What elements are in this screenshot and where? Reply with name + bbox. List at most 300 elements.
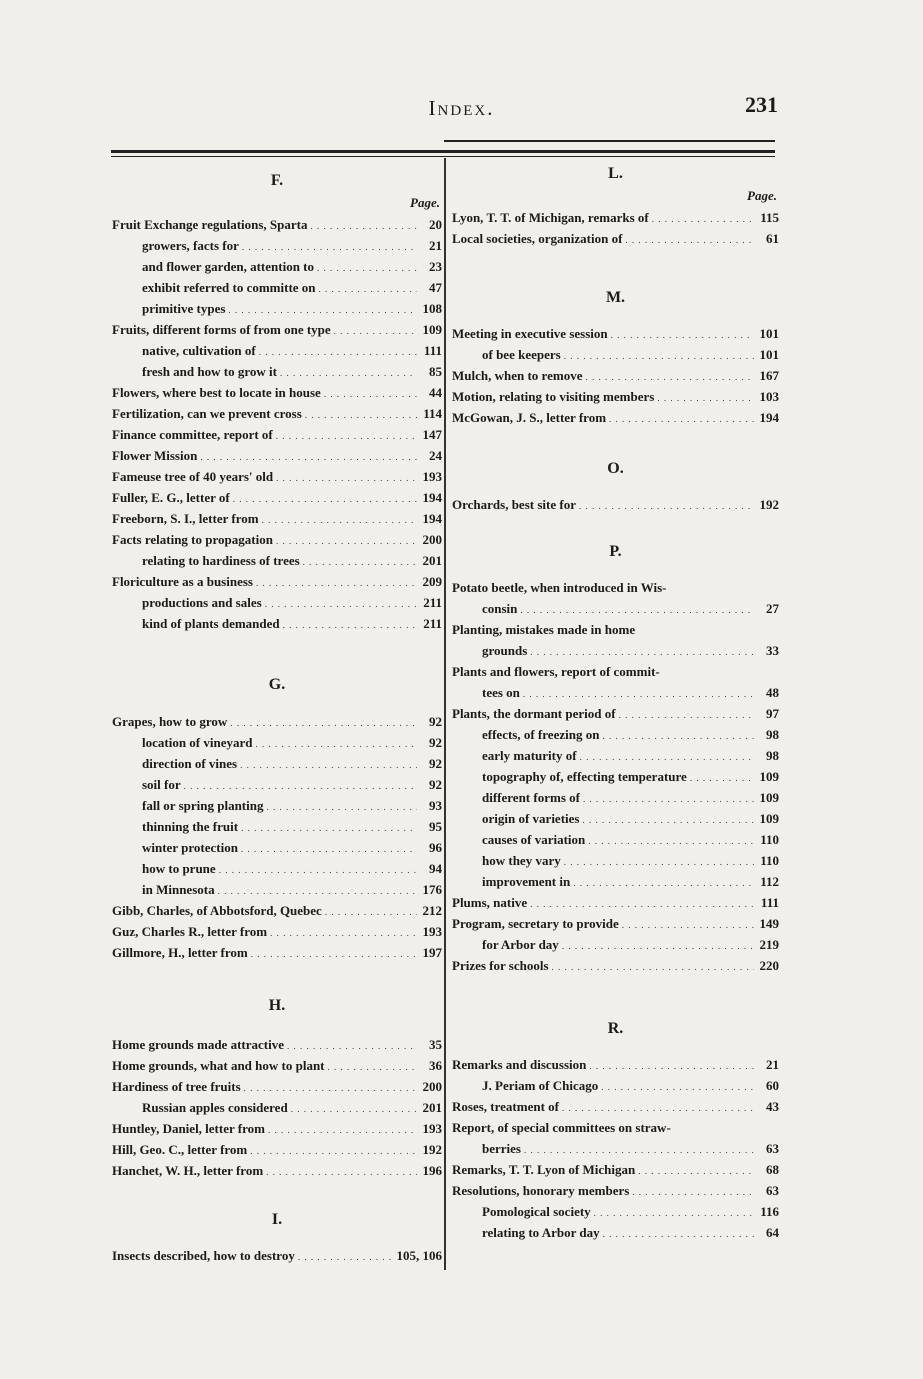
entry-topic: Freeborn, S. I., letter from xyxy=(112,511,259,526)
entry-page-ref: 193 xyxy=(422,1121,442,1136)
entry-topic: causes of variation xyxy=(482,832,586,847)
index-entry xyxy=(112,256,442,277)
header-rule-thin xyxy=(111,156,775,157)
dot-leader xyxy=(609,407,754,430)
section-r xyxy=(452,1018,779,1243)
entry-topic: improvement in xyxy=(482,874,571,889)
entries xyxy=(112,1245,442,1266)
entry-page-ref: 111 xyxy=(423,343,442,358)
entry-page-ref: 85 xyxy=(429,364,442,379)
entry-page-ref: 197 xyxy=(422,945,442,960)
dot-leader xyxy=(241,816,417,839)
entry-topic: Floriculture as a business xyxy=(112,574,253,589)
dot-leader xyxy=(230,711,417,734)
dot-leader xyxy=(579,494,754,517)
entry-topic: in Minnesota xyxy=(142,882,215,897)
index-column-right xyxy=(452,163,779,1243)
index-entry xyxy=(452,228,779,249)
dot-leader xyxy=(582,808,754,831)
entry-page-ref: 47 xyxy=(429,280,442,295)
entry-page-ref: 63 xyxy=(766,1183,779,1198)
section-letter: P. xyxy=(609,543,622,560)
entry-page-ref: 149 xyxy=(759,916,779,931)
dot-leader xyxy=(601,1075,754,1098)
entry-topic: Hardiness of tree fruits xyxy=(112,1079,241,1094)
index-entry xyxy=(112,774,442,795)
entries xyxy=(452,1054,779,1243)
dot-leader xyxy=(580,745,754,768)
entry-page-ref: 109 xyxy=(759,790,779,805)
entry-topic: Flowers, where best to locate in house xyxy=(112,385,321,400)
dot-leader xyxy=(266,795,417,818)
entry-topic: Home grounds made attractive xyxy=(112,1037,284,1052)
dot-leader xyxy=(317,256,417,279)
index-entry xyxy=(452,386,779,407)
entry-page-ref: 33 xyxy=(766,643,779,658)
index-entry xyxy=(112,382,442,403)
entry-topic: thinning the fruit xyxy=(142,819,239,834)
entries xyxy=(112,711,442,963)
index-entry xyxy=(112,487,442,508)
index-entry xyxy=(112,1055,442,1076)
entry-topic: Lyon, T. T. of Michigan, remarks of xyxy=(452,210,649,225)
index-entry xyxy=(112,550,442,571)
section-letter: L. xyxy=(608,165,623,182)
entry-topic: Resolutions, honorary members xyxy=(452,1183,630,1198)
entry-topic: winter protection xyxy=(142,840,238,855)
index-entry xyxy=(112,319,442,340)
entry-topic: Fertilization, can we prevent cross xyxy=(112,406,302,421)
section-letter: I. xyxy=(271,1211,283,1228)
entry-topic: Pomological society xyxy=(482,1204,591,1219)
index-entry xyxy=(112,1118,442,1139)
entry-topic: soil for xyxy=(142,777,181,792)
index-entry xyxy=(112,508,442,529)
entry-page-ref: 193 xyxy=(422,469,442,484)
entry-page-ref: 116 xyxy=(760,1204,779,1219)
dot-leader xyxy=(265,592,417,615)
dot-leader xyxy=(652,207,754,230)
index-entry xyxy=(452,745,779,766)
dot-leader xyxy=(270,921,417,944)
dot-leader xyxy=(589,1054,754,1077)
index-entry xyxy=(112,1076,442,1097)
dot-leader xyxy=(268,1118,417,1141)
dot-leader xyxy=(562,934,754,957)
entry-topic: Guz, Charles R., letter from xyxy=(112,924,268,939)
entry-page-ref: 200 xyxy=(422,532,442,547)
dot-leader xyxy=(573,871,754,894)
entries xyxy=(112,1034,442,1181)
entry-topic: how to prune xyxy=(142,861,216,876)
index-entry xyxy=(452,407,779,428)
dot-leader xyxy=(233,487,417,510)
entry-topic: Remarks, T. T. Lyon of Michigan xyxy=(452,1162,636,1177)
dot-leader xyxy=(256,732,418,755)
index-entry xyxy=(452,934,779,955)
index-entry xyxy=(112,1034,442,1055)
entry-page-ref: 211 xyxy=(423,595,442,610)
entry-page-ref: 92 xyxy=(429,756,442,771)
index-entry xyxy=(452,787,779,808)
dot-leader xyxy=(524,1138,754,1161)
entry-topic: growers, facts for xyxy=(142,238,239,253)
dot-leader xyxy=(262,508,417,531)
index-entry xyxy=(452,598,779,619)
index-entry xyxy=(112,711,442,732)
entry-page-ref: 101 xyxy=(759,347,779,362)
index-entry xyxy=(112,795,442,816)
entry-page-ref: 194 xyxy=(759,410,779,425)
entry-topic: berries xyxy=(482,1141,521,1156)
index-entry xyxy=(452,850,779,871)
index-entry xyxy=(452,619,779,640)
entry-topic: Roses, treatment of xyxy=(452,1099,559,1114)
entry-page-ref: 105, 106 xyxy=(396,1248,442,1263)
entry-topic: relating to hardiness of trees xyxy=(142,553,300,568)
entry-topic: Home grounds, what and how to plant xyxy=(112,1058,325,1073)
entries xyxy=(452,323,779,428)
entry-page-ref: 209 xyxy=(422,574,442,589)
dot-leader xyxy=(564,344,754,367)
dot-leader xyxy=(280,361,417,384)
entry-page-ref: 212 xyxy=(422,903,442,918)
entry-page-ref: 35 xyxy=(429,1037,442,1052)
dot-leader xyxy=(259,340,417,363)
entry-page-ref: 24 xyxy=(429,448,442,463)
dot-leader xyxy=(552,955,754,978)
dot-leader xyxy=(520,598,754,621)
entry-topic: Remarks and discussion xyxy=(452,1057,587,1072)
entry-page-ref: 176 xyxy=(422,882,442,897)
dot-leader xyxy=(611,323,754,346)
index-entry xyxy=(452,1054,779,1075)
index-entry xyxy=(452,1117,779,1138)
entry-page-ref: 103 xyxy=(759,389,779,404)
section-m xyxy=(452,287,779,428)
dot-leader xyxy=(602,724,754,747)
index-entry xyxy=(112,277,442,298)
dot-leader xyxy=(632,1180,754,1203)
index-entry xyxy=(452,323,779,344)
entry-page-ref: 44 xyxy=(429,385,442,400)
index-entry xyxy=(452,1222,779,1243)
entry-page-ref: 64 xyxy=(766,1225,779,1240)
entry-page-ref: 43 xyxy=(766,1099,779,1114)
section-letter: O. xyxy=(607,460,624,477)
index-entry xyxy=(452,640,779,661)
entry-topic: Gibb, Charles, of Abbotsford, Quebec xyxy=(112,903,322,918)
dot-leader xyxy=(218,879,417,902)
entry-topic: native, cultivation of xyxy=(142,343,256,358)
index-entry xyxy=(112,424,442,445)
dot-leader xyxy=(256,571,417,594)
entry-page-ref: 109 xyxy=(759,769,779,784)
entry-topic: grounds xyxy=(482,643,528,658)
entry-page-ref: 101 xyxy=(759,326,779,341)
dot-leader xyxy=(583,787,754,810)
section-p xyxy=(452,541,779,976)
entry-topic: Local societies, organization of xyxy=(452,231,623,246)
section-letter: H. xyxy=(268,997,286,1014)
index-entry xyxy=(452,766,779,787)
entry-topic: and flower garden, attention to xyxy=(142,259,315,274)
page-column-heading: Page. xyxy=(410,195,440,210)
entry-page-ref: 192 xyxy=(422,1142,442,1157)
dot-leader xyxy=(603,1222,754,1245)
dot-leader xyxy=(585,365,754,388)
entry-page-ref: 61 xyxy=(766,231,779,246)
entry-topic: Hill, Geo. C., letter from xyxy=(112,1142,248,1157)
entry-page-ref: 23 xyxy=(429,259,442,274)
index-entry xyxy=(452,1075,779,1096)
entry-topic: Fruit Exchange regulations, Sparta xyxy=(112,217,308,232)
index-entry xyxy=(112,753,442,774)
entry-topic: fall or spring planting xyxy=(142,798,264,813)
entry-page-ref: 114 xyxy=(423,406,442,421)
entry-topic: Hanchet, W. H., letter from xyxy=(112,1163,264,1178)
entry-topic: how they vary xyxy=(482,853,561,868)
index-entry xyxy=(112,340,442,361)
index-entry xyxy=(452,955,779,976)
dot-leader xyxy=(530,640,754,663)
index-entry xyxy=(112,879,442,900)
dot-leader xyxy=(334,319,417,342)
header-rule-thick xyxy=(111,150,775,153)
page-number: 231 xyxy=(745,92,778,117)
dot-leader xyxy=(305,403,417,426)
index-entry xyxy=(112,816,442,837)
entry-topic: Motion, relating to visiting members xyxy=(452,389,655,404)
entry-page-ref: 193 xyxy=(422,924,442,939)
entry-page-ref: 194 xyxy=(422,490,442,505)
entry-topic: Planting, mistakes made in home xyxy=(452,622,636,637)
index-entry xyxy=(452,913,779,934)
entry-topic: Program, secretary to provide xyxy=(452,916,619,931)
entry-topic: for Arbor day xyxy=(482,937,559,952)
index-entry xyxy=(112,298,442,319)
section-letter: M. xyxy=(605,289,626,306)
entry-topic: Fameuse tree of 40 years' old xyxy=(112,469,274,484)
entry-topic: direction of vines xyxy=(142,756,238,771)
entry-page-ref: 108 xyxy=(422,301,442,316)
page-column-heading: Page. xyxy=(747,188,777,203)
index-entry xyxy=(452,1138,779,1159)
dot-leader xyxy=(311,214,418,237)
section-letter: F. xyxy=(270,172,284,189)
dot-leader xyxy=(619,703,754,726)
column-divider xyxy=(444,158,446,1270)
index-entry xyxy=(452,682,779,703)
dot-leader xyxy=(625,228,754,251)
entry-page-ref: 92 xyxy=(429,714,442,729)
entries xyxy=(112,214,442,634)
dot-leader xyxy=(328,1055,417,1078)
entry-page-ref: 211 xyxy=(423,616,442,631)
entry-page-ref: 60 xyxy=(766,1078,779,1093)
dot-leader xyxy=(240,753,417,776)
entry-page-ref: 21 xyxy=(429,238,442,253)
entry-topic: topography of, effecting temperature xyxy=(482,769,687,784)
entry-page-ref: 111 xyxy=(760,895,779,910)
dot-leader xyxy=(562,1096,754,1119)
dot-leader xyxy=(241,837,417,860)
dot-leader xyxy=(588,829,754,852)
index-entry xyxy=(452,1180,779,1201)
entries xyxy=(452,207,779,249)
entry-page-ref: 97 xyxy=(766,706,779,721)
section-i xyxy=(112,1209,442,1266)
entry-page-ref: 201 xyxy=(422,553,442,568)
index-entry xyxy=(452,1096,779,1117)
entry-page-ref: 109 xyxy=(422,322,442,337)
entry-topic: Flower Mission xyxy=(112,448,198,463)
entry-page-ref: 63 xyxy=(766,1141,779,1156)
entry-page-ref: 219 xyxy=(759,937,779,952)
section-h xyxy=(112,995,442,1181)
entry-page-ref: 147 xyxy=(422,427,442,442)
entry-topic: origin of varieties xyxy=(482,811,580,826)
entry-page-ref: 192 xyxy=(759,497,779,512)
entry-topic: J. Periam of Chicago xyxy=(482,1078,599,1093)
entry-page-ref: 20 xyxy=(429,217,442,232)
entry-topic: productions and sales xyxy=(142,595,262,610)
section-o xyxy=(452,458,779,515)
index-entry xyxy=(112,445,442,466)
entry-topic: Orchards, best site for xyxy=(452,497,576,512)
entry-page-ref: 196 xyxy=(422,1163,442,1178)
entry-topic: location of vineyard xyxy=(142,735,253,750)
dot-leader xyxy=(325,900,417,923)
entry-topic: Finance committee, report of xyxy=(112,427,273,442)
dot-leader xyxy=(283,613,417,636)
section-f xyxy=(112,170,442,634)
entry-topic: McGowan, J. S., letter from xyxy=(452,410,607,425)
dot-leader xyxy=(324,382,417,405)
entry-page-ref: 194 xyxy=(422,511,442,526)
dot-leader xyxy=(250,1139,417,1162)
entry-topic: Mulch, when to remove xyxy=(452,368,583,383)
entry-page-ref: 21 xyxy=(766,1057,779,1072)
index-entry xyxy=(452,577,779,598)
index-entry xyxy=(112,1245,442,1266)
index-entry xyxy=(452,365,779,386)
index-entry xyxy=(112,921,442,942)
index-entry xyxy=(112,235,442,256)
entry-page-ref: 112 xyxy=(760,874,779,889)
dot-leader xyxy=(276,424,417,447)
index-entry xyxy=(452,703,779,724)
entry-page-ref: 109 xyxy=(759,811,779,826)
dot-leader xyxy=(319,277,417,300)
entry-topic: early maturity of xyxy=(482,748,577,763)
dot-leader xyxy=(303,550,417,573)
entry-page-ref: 200 xyxy=(422,1079,442,1094)
dot-leader xyxy=(298,1245,394,1268)
dot-leader xyxy=(228,298,417,321)
entry-topic: Insects described, how to destroy xyxy=(112,1248,295,1263)
entry-topic: Russian apples considered xyxy=(142,1100,288,1115)
entry-topic: Report, of special committees on straw- xyxy=(452,1120,671,1135)
index-entry xyxy=(112,942,442,963)
index-entry xyxy=(112,592,442,613)
index-column-left xyxy=(112,170,442,1266)
index-entry xyxy=(112,571,442,592)
index-entry xyxy=(452,724,779,745)
entry-topic: Prizes for schools xyxy=(452,958,549,973)
index-entry xyxy=(112,466,442,487)
index-entry xyxy=(112,361,442,382)
dot-leader xyxy=(266,1160,417,1183)
index-entry xyxy=(452,1201,779,1222)
entry-page-ref: 110 xyxy=(760,832,779,847)
index-entry xyxy=(452,808,779,829)
running-header-title: Index. xyxy=(428,96,495,120)
entry-page-ref: 92 xyxy=(429,777,442,792)
index-entry xyxy=(112,732,442,753)
entry-topic: kind of plants demanded xyxy=(142,616,280,631)
index-entry xyxy=(112,858,442,879)
entry-page-ref: 94 xyxy=(429,861,442,876)
entry-page-ref: 48 xyxy=(766,685,779,700)
entry-page-ref: 96 xyxy=(429,840,442,855)
section-letter: R. xyxy=(607,1020,624,1037)
entry-page-ref: 115 xyxy=(760,210,779,225)
dot-leader xyxy=(638,1159,754,1182)
index-entry xyxy=(112,613,442,634)
section-l xyxy=(452,163,779,249)
entry-topic: consin xyxy=(482,601,518,616)
entry-page-ref: 27 xyxy=(766,601,779,616)
entry-topic: Plants and flowers, report of commit- xyxy=(452,664,660,679)
index-entry xyxy=(452,892,779,913)
entry-topic: Plums, native xyxy=(452,895,528,910)
dot-leader xyxy=(251,942,417,965)
dot-leader xyxy=(530,892,754,915)
index-entry xyxy=(452,661,779,682)
entry-topic: Facts relating to propagation xyxy=(112,532,273,547)
index-entry xyxy=(112,1139,442,1160)
entry-page-ref: 36 xyxy=(429,1058,442,1073)
entry-topic: Huntley, Daniel, letter from xyxy=(112,1121,265,1136)
dot-leader xyxy=(287,1034,417,1057)
entry-page-ref: 220 xyxy=(759,958,779,973)
entry-topic: Potato beetle, when introduced in Wis- xyxy=(452,580,667,595)
entry-topic: effects, of freezing on xyxy=(482,727,600,742)
index-entry xyxy=(452,829,779,850)
index-entry xyxy=(112,214,442,235)
dot-leader xyxy=(276,466,417,489)
dot-leader xyxy=(594,1201,754,1224)
entry-page-ref: 201 xyxy=(422,1100,442,1115)
index-entry xyxy=(112,529,442,550)
entry-topic: Grapes, how to grow xyxy=(112,714,228,729)
dot-leader xyxy=(184,774,417,797)
dot-leader xyxy=(219,858,417,881)
index-entry xyxy=(112,900,442,921)
entry-page-ref: 110 xyxy=(760,853,779,868)
dot-leader xyxy=(523,682,754,705)
dot-leader xyxy=(200,445,417,468)
section-letter: G. xyxy=(268,676,286,693)
index-entry xyxy=(112,1160,442,1181)
entries xyxy=(452,577,779,976)
dot-leader xyxy=(622,913,754,936)
entry-topic: fresh and how to grow it xyxy=(142,364,277,379)
entry-page-ref: 92 xyxy=(429,735,442,750)
entry-page-ref: 98 xyxy=(766,727,779,742)
entry-page-ref: 93 xyxy=(429,798,442,813)
